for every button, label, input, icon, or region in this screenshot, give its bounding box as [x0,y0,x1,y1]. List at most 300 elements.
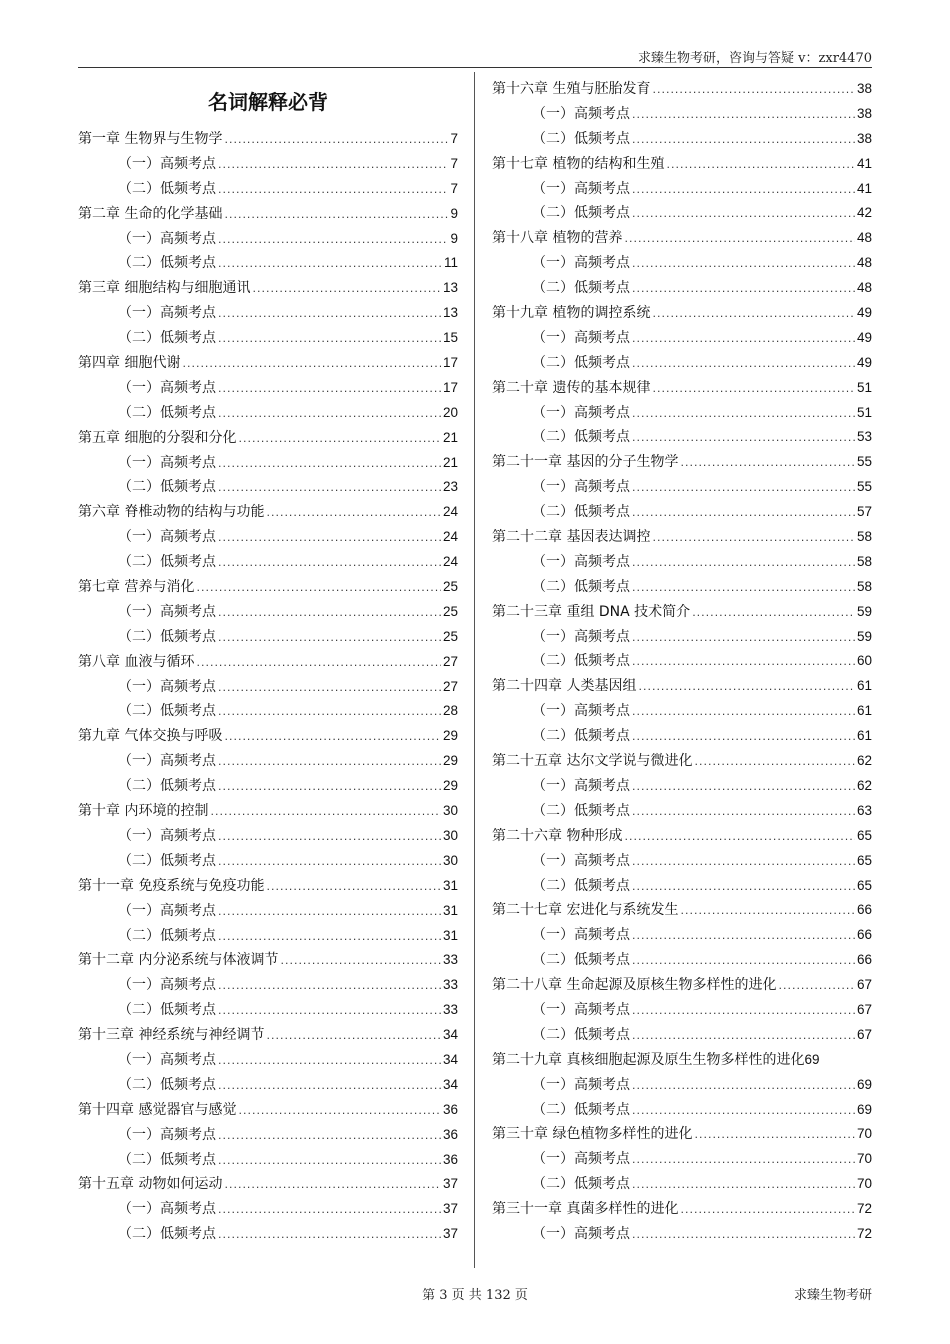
toc-chapter-entry[interactable] [78,948,458,973]
toc-entry-title: （一）高频考点 [118,1051,216,1068]
toc-chapter-entry[interactable] [492,600,872,625]
toc-leader-dots [632,1024,855,1049]
toc-entry-title: （二）低频考点 [118,703,216,720]
toc-page-number: 17 [442,379,458,395]
toc-chapter-entry[interactable] [492,1197,872,1222]
toc-entry-title: （一）高频考点 [118,1201,216,1218]
toc-entry-title: 第十五章 动物如何运动 [78,1176,223,1193]
toc-page-number: 31 [442,927,458,943]
toc-entry-title: （二）低频考点 [532,1101,630,1118]
toc-leader-dots [632,426,855,451]
toc-chapter-entry[interactable] [78,1023,458,1048]
toc-page-number: 58 [856,529,872,545]
toc-chapter-entry[interactable] [492,376,872,401]
toc-section-entry[interactable] [492,1023,872,1048]
toc-chapter-entry[interactable] [492,674,872,699]
toc-section-entry[interactable] [78,899,458,924]
toc-entry-title: （二）低频考点 [118,927,216,944]
toc-leader-dots [218,377,441,402]
toc-leader-dots [210,800,441,825]
page-header: 求臻生物考研，咨询与答疑 v：zxr4470 [638,51,872,66]
toc-leader-dots [632,875,855,900]
toc-leader-dots [218,900,441,925]
toc-leader-dots [652,78,855,103]
toc-section-entry[interactable] [492,276,872,301]
toc-section-entry[interactable] [492,998,872,1023]
toc-section-entry[interactable] [78,227,458,252]
toc-entry-title: （一）高频考点 [118,155,216,172]
toc-leader-dots [632,1173,855,1198]
toc-page-number: 11 [443,255,458,271]
toc-entry-title: （二）低频考点 [532,504,630,521]
toc-section-entry[interactable] [78,749,458,774]
toc-leader-dots [632,178,855,203]
toc-page-number: 58 [856,553,872,569]
toc-chapter-entry[interactable] [78,276,458,301]
toc-page-number: 65 [856,877,872,893]
toc-entry-title: （一）高频考点 [532,628,630,645]
toc-section-entry[interactable] [78,177,458,202]
toc-leader-dots [632,650,855,675]
toc-entry-title: （一）高频考点 [118,454,216,471]
toc-entry-title: 第三十一章 真菌多样性的进化 [492,1201,679,1218]
toc-section-entry[interactable] [492,500,872,525]
toc-page-number: 30 [442,852,458,868]
toc-page-number: 29 [442,753,458,769]
toc-leader-dots [694,1123,855,1148]
toc-section-entry[interactable] [78,849,458,874]
toc-chapter-entry[interactable] [78,650,458,675]
toc-leader-dots [218,153,448,178]
toc-entry-title: （二）低频考点 [118,852,216,869]
toc-section-entry[interactable] [78,824,458,849]
toc-section-entry[interactable] [78,550,458,575]
toc-entry-title: （二）低频考点 [532,354,630,371]
toc-entry-title: 第七章 营养与消化 [78,579,195,596]
toc-section-entry[interactable] [492,649,872,674]
toc-section-entry[interactable] [78,1222,458,1247]
toc-entry-title: （二）低频考点 [532,877,630,894]
toc-leader-dots [632,626,855,651]
toc-entry-title: 第二章 生命的化学基础 [78,205,223,222]
toc-page-number: 61 [856,728,872,744]
toc-page-number: 41 [856,180,872,196]
toc-page-number: 55 [856,479,872,495]
toc-page-number: 63 [856,802,872,818]
page-number: 第 3 页 共 132 页 [422,1288,528,1303]
toc-entry-title: （二）低频考点 [118,180,216,197]
toc-leader-dots [692,601,855,626]
toc-section-entry[interactable] [492,1172,872,1197]
toc-entry-title: （一）高频考点 [118,902,216,919]
toc-leader-dots [218,601,441,626]
toc-chapter-entry[interactable] [492,152,872,177]
toc-entry-title: 第十九章 植物的调控系统 [492,305,651,322]
toc-section-entry[interactable] [78,924,458,949]
toc-section-entry[interactable] [78,600,458,625]
toc-leader-dots [218,775,441,800]
toc-entry-title: （一）高频考点 [532,479,630,496]
toc-page-number: 31 [442,902,458,918]
toc-page-number: 24 [442,504,458,520]
toc-page-number: 36 [442,1151,458,1167]
toc-entry-title: （一）高频考点 [118,379,216,396]
toc-entry-title: （一）高频考点 [118,529,216,546]
toc-leader-dots [778,974,855,999]
toc-leader-dots [632,501,855,526]
toc-section-entry[interactable] [78,1123,458,1148]
toc-entry-title: 第十二章 内分泌系统与体液调节 [78,952,279,969]
toc-entry-title: 第十七章 植物的结构和生殖 [492,155,665,172]
toc-leader-dots [652,526,855,551]
toc-entry-title: （二）低频考点 [532,205,630,222]
toc-entry-title: （一）高频考点 [532,852,630,869]
toc-page-number: 34 [442,1076,458,1092]
toc-page-number: 65 [856,827,872,843]
toc-right-column [492,77,872,1247]
toc-page-number: 60 [856,653,872,669]
toc-section-entry[interactable] [78,326,458,351]
toc-section-entry[interactable] [492,351,872,376]
toc-leader-dots [224,203,448,228]
toc-leader-dots [632,949,855,974]
toc-chapter-entry[interactable] [492,301,872,326]
toc-section-entry[interactable] [492,1073,872,1098]
toc-chapter-entry[interactable] [78,351,458,376]
toc-page-number: 42 [856,205,872,221]
toc-entry-title: 第五章 细胞的分裂和分化 [78,429,237,446]
toc-section-entry[interactable] [78,451,458,476]
toc-leader-dots [238,427,441,452]
toc-leader-dots [218,925,441,950]
toc-section-entry[interactable] [78,401,458,426]
toc-entry-title: （二）低频考点 [118,554,216,571]
toc-section-entry[interactable] [78,251,458,276]
toc-section-entry[interactable] [78,1073,458,1098]
toc-page-number: 27 [442,653,458,669]
toc-page-number: 27 [442,678,458,694]
toc-entry-title: （一）高频考点 [532,777,630,794]
toc-page-number: 59 [856,628,872,644]
toc-chapter-entry[interactable] [78,202,458,227]
toc-entry-title: （一）高频考点 [532,703,630,720]
toc-leader-dots [280,949,441,974]
toc-leader-dots [218,750,441,775]
toc-page-number: 13 [442,280,458,296]
toc-section-entry[interactable] [78,1048,458,1073]
toc-page-number: 72 [856,1201,872,1217]
toc-page-number: 7 [450,180,458,196]
toc-entry-title: （一）高频考点 [118,827,216,844]
toc-section-entry[interactable] [492,575,872,600]
toc-leader-dots [218,327,441,352]
toc-leader-dots [632,1074,855,1099]
toc-page-number: 37 [442,1226,458,1242]
toc-chapter-entry[interactable] [78,1172,458,1197]
toc-leader-dots [632,551,855,576]
toc-section-entry[interactable] [492,699,872,724]
toc-entry-title: （二）低频考点 [532,1176,630,1193]
toc-leader-dots [632,999,855,1024]
toc-page-number: 38 [856,130,872,146]
toc-page-number: 58 [856,578,872,594]
toc-section-entry[interactable] [492,102,872,127]
toc-section-entry[interactable] [492,948,872,973]
toc-leader-dots [632,202,855,227]
toc-chapter-entry[interactable] [492,450,872,475]
toc-entry-title: （一）高频考点 [118,305,216,322]
toc-leader-dots [632,850,855,875]
toc-page-number: 21 [442,454,458,470]
toc-section-entry[interactable] [492,625,872,650]
toc-page-number: 34 [442,1051,458,1067]
toc-page-number: 41 [856,155,872,171]
toc-entry-title: （一）高频考点 [532,255,630,272]
toc-chapter-entry[interactable] [492,226,872,251]
toc-section-entry[interactable] [78,973,458,998]
toc-chapter-entry[interactable] [78,1098,458,1123]
toc-page-number: 37 [442,1176,458,1192]
toc-section-entry[interactable] [492,401,872,426]
toc-entry-title: （一）高频考点 [532,404,630,421]
toc-leader-dots [218,452,441,477]
toc-leader-dots [666,153,855,178]
toc-page-number: 70 [856,1151,872,1167]
toc-chapter-entry[interactable] [492,824,872,849]
toc-entry-title: （二）低频考点 [532,802,630,819]
toc-leader-dots [218,825,441,850]
toc-leader-dots [632,800,855,825]
toc-entry-title: （一）高频考点 [118,603,216,620]
toc-leader-dots [266,501,441,526]
toc-leader-dots [218,1124,441,1149]
toc-chapter-entry[interactable] [78,426,458,451]
toc-entry-title: 第十一章 免疫系统与免疫功能 [78,877,265,894]
toc-leader-dots [680,899,855,924]
toc-section-entry[interactable] [492,724,872,749]
toc-section-entry[interactable] [492,874,872,899]
toc-section-entry[interactable] [492,923,872,948]
toc-leader-dots [238,1099,441,1124]
toc-leader-dots [632,277,855,302]
toc-page-number: 62 [856,753,872,769]
toc-section-entry[interactable] [78,699,458,724]
toc-chapter-entry[interactable] [78,799,458,824]
toc-page-number: 49 [856,354,872,370]
toc-section-entry[interactable] [78,675,458,700]
toc-entry-title: 第二十七章 宏进化与系统发生 [492,902,679,919]
toc-entry-title: 第十章 内环境的控制 [78,803,209,820]
toc-page-number: 67 [856,1001,872,1017]
toc-chapter-entry[interactable] [492,1122,872,1147]
toc-page-number: 65 [856,852,872,868]
toc-chapter-entry[interactable] [78,575,458,600]
toc-entry-title: 第六章 脊椎动物的结构与功能 [78,504,265,521]
column-divider [474,72,475,1268]
toc-page-number: 51 [856,379,872,395]
toc-page-number: 67 [856,977,872,993]
toc-page-number: 38 [856,105,872,121]
toc-leader-dots [218,974,441,999]
toc-page-number: 72 [856,1225,872,1241]
toc-leader-dots [266,1024,441,1049]
toc-section-entry[interactable] [78,475,458,500]
toc-entry-title: （二）低频考点 [532,429,630,446]
toc-entry-title: （一）高频考点 [532,105,630,122]
toc-page-number: 33 [442,952,458,968]
toc-section-entry[interactable] [78,1197,458,1222]
toc-page-number: 70 [856,1126,872,1142]
toc-chapter-entry[interactable] [492,749,872,774]
toc-section-entry[interactable] [78,525,458,550]
toc-leader-dots [624,227,855,252]
toc-section-entry[interactable] [492,1222,872,1247]
toc-entry-title: 第二十九章 真核细胞起源及原生生物多样性的进化 [492,1051,805,1068]
toc-leader-dots [632,576,855,601]
toc-leader-dots [218,526,441,551]
toc-chapter-entry[interactable] [78,724,458,749]
toc-chapter-entry[interactable] [78,127,458,152]
toc-section-entry[interactable] [492,177,872,202]
toc-page-number: 51 [856,404,872,420]
toc-page-number: 7 [450,131,458,146]
toc-section-entry[interactable] [492,550,872,575]
toc-page-number: 61 [856,678,872,694]
toc-leader-dots [196,576,441,601]
toc-page-number: 36 [442,1101,458,1117]
toc-page-number: 23 [442,479,458,495]
toc-leader-dots [218,1074,441,1099]
toc-entry-title: （二）低频考点 [118,479,216,496]
toc-section-entry[interactable] [492,251,872,276]
toc-page-number: 29 [442,728,458,744]
toc-entry-title: （二）低频考点 [118,330,216,347]
toc-leader-dots [224,1173,441,1198]
toc-entry-title: （二）低频考点 [532,280,630,297]
toc-page-number: 24 [442,529,458,545]
toc-section-entry[interactable] [492,1098,872,1123]
toc-chapter-entry[interactable] [78,500,458,525]
toc-section-entry[interactable] [492,127,872,152]
toc-page-number: 30 [442,803,458,819]
toc-entry-title: 第八章 血液与循环 [78,653,195,670]
toc-section-entry[interactable] [78,301,458,326]
toc-page-number: 66 [856,902,872,918]
toc-page-number: 69 [856,1101,872,1117]
toc-entry-title: （一）高频考点 [118,977,216,994]
toc-chapter-entry[interactable] [492,898,872,923]
toc-section-entry[interactable] [492,774,872,799]
toc-section-entry[interactable] [492,201,872,226]
toc-entry-title: （二）低频考点 [118,778,216,795]
toc-section-entry[interactable] [78,774,458,799]
toc-leader-dots [252,277,441,302]
toc-entry-title: （二）低频考点 [118,255,216,272]
toc-page-number: 17 [442,355,458,371]
toc-leader-dots [266,875,441,900]
toc-leader-dots [218,402,441,427]
toc-page-number: 7 [450,155,458,171]
toc-page-number: 34 [442,1027,458,1043]
toc-leader-dots [218,700,441,725]
toc-chapter-entry[interactable] [492,77,872,102]
toc-page-number: 36 [442,1126,458,1142]
toc-leader-dots [632,1223,855,1248]
toc-page-number: 13 [442,305,458,321]
toc-section-entry[interactable] [492,849,872,874]
toc-section-entry[interactable] [78,625,458,650]
toc-page-number: 69 [804,1051,820,1067]
header-divider [78,67,872,68]
toc-leader-dots [694,750,855,775]
toc-entry-title: （二）低频考点 [118,404,216,421]
page-title: 名词解释必背 [208,90,328,114]
toc-entry-title: （二）低频考点 [118,1226,216,1243]
toc-section-entry[interactable] [78,1148,458,1173]
toc-entry-title: （二）低频考点 [118,1002,216,1019]
toc-chapter-entry[interactable] [492,973,872,998]
toc-section-entry[interactable] [78,152,458,177]
toc-chapter-entry[interactable] [78,874,458,899]
toc-section-entry[interactable] [492,799,872,824]
toc-entry-title: （一）高频考点 [532,1076,630,1093]
toc-leader-dots [632,103,855,128]
toc-page-number: 20 [442,404,458,420]
toc-leader-dots [680,1198,855,1223]
toc-entry-title: 第四章 细胞代谢 [78,355,181,372]
toc-page-number: 66 [856,927,872,943]
toc-section-entry[interactable] [78,376,458,401]
toc-page-number: 53 [856,429,872,445]
toc-entry-title: （二）低频考点 [532,130,630,147]
toc-page-number: 21 [442,429,458,445]
toc-entry-title: 第十八章 植物的营养 [492,230,623,247]
toc-entry-title: 第十三章 神经系统与神经调节 [78,1027,265,1044]
toc-leader-dots [218,228,448,253]
toc-page-number: 69 [856,1076,872,1092]
toc-entry-title: （一）高频考点 [118,230,216,247]
toc-leader-dots [218,676,441,701]
toc-entry-title: （一）高频考点 [532,1001,630,1018]
toc-entry-title: （一）高频考点 [118,1126,216,1143]
toc-leader-dots [182,352,441,377]
toc-entry-title: 第二十八章 生命起源及原核生物多样性的进化 [492,977,777,994]
toc-entry-title: （二）低频考点 [532,578,630,595]
toc-leader-dots [218,302,441,327]
toc-section-entry[interactable] [492,1147,872,1172]
toc-entry-title: （二）低频考点 [532,952,630,969]
toc-leader-dots [632,476,855,501]
toc-section-entry[interactable] [78,998,458,1023]
toc-entry-title: （一）高频考点 [532,553,630,570]
toc-page-number: 66 [856,952,872,968]
toc-chapter-entry[interactable] [492,1048,872,1073]
toc-section-entry[interactable] [492,326,872,351]
toc-section-entry[interactable] [492,475,872,500]
toc-leader-dots [218,252,442,277]
toc-chapter-entry[interactable] [492,525,872,550]
toc-leader-dots [632,924,855,949]
toc-leader-dots [218,850,441,875]
toc-leader-dots [632,327,855,352]
toc-entry-title: 第十六章 生殖与胚胎发育 [492,81,651,97]
toc-page-number: 28 [442,703,458,719]
toc-page-number: 48 [856,255,872,271]
toc-leader-dots [652,377,855,402]
toc-section-entry[interactable] [492,425,872,450]
toc-entry-title: 第十四章 感觉器官与感觉 [78,1101,237,1118]
toc-leader-dots [218,626,441,651]
